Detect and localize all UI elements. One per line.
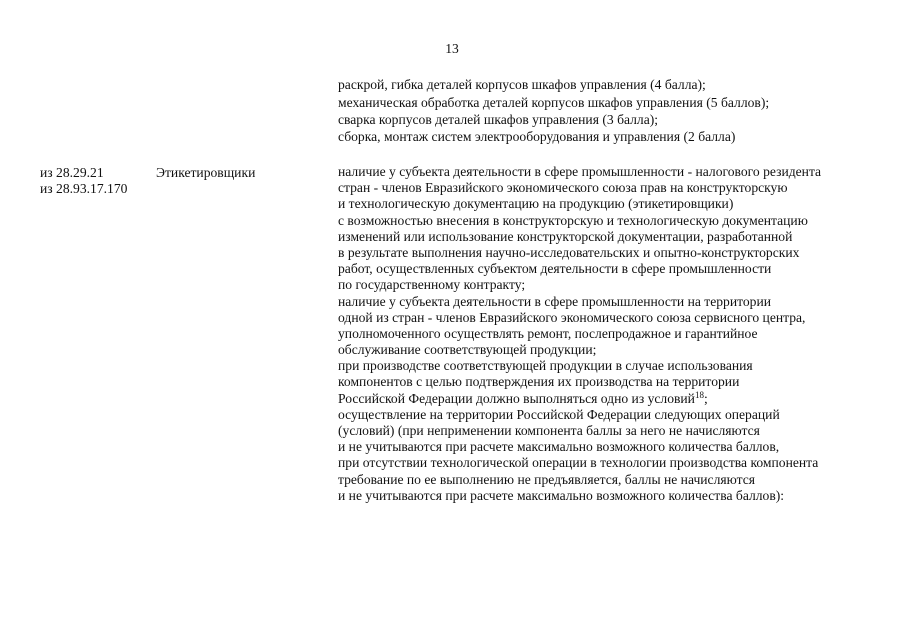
requirement-line: и не учитываются при расчете максимально возможного количества баллов, xyxy=(338,439,780,455)
requirement-line-with-footnote xyxy=(338,391,821,407)
requirement-line: одной из стран - членов Евразийского экономического союза сервисного центра, xyxy=(338,309,806,325)
continuation-line: механическая обработка деталей корпусов шкафов управления (5 баллов); xyxy=(338,95,770,110)
requirement-line: и не учитываются при расчете максимально возможного количества баллов): xyxy=(338,487,785,503)
continuation-line: сборка, монтаж систем электрооборудования и управления (2 балла) xyxy=(338,129,736,144)
requirement-line: обслуживание соответствующей продукции; xyxy=(338,342,597,358)
requirement-line: требование по ее выполнению не предъявляется, баллы не начисляются xyxy=(338,471,755,487)
footnote-ref: 18 xyxy=(694,389,704,400)
requirement-line: в результате выполнения научно-исследовательских и опытно-конструкторских xyxy=(338,244,800,260)
requirement-line: уполномоченного осуществлять ремонт, послепродажное и гарантийное xyxy=(338,325,758,341)
requirement-line: при отсутствии технологической операции в технологии производства компонента xyxy=(338,455,819,471)
page-number: 13 xyxy=(445,41,459,56)
requirement-line: изменений или использование конструкторской документации, разработанной xyxy=(338,228,793,244)
product-code: из 28.29.21 xyxy=(40,165,104,180)
requirement-line: компонентов с целью подтверждения их производства на территории xyxy=(338,374,740,390)
requirement-line: работ, осуществленных субъектом деятельности в сфере промышленности xyxy=(338,261,772,277)
requirement-line: наличие у субъекта деятельности в сфере промышленности на территории xyxy=(338,293,772,309)
continuation-line: раскрой, гибка деталей корпусов шкафов управления (4 балла); xyxy=(338,77,706,92)
requirement-line: при производстве соответствующей продукции в случае использования xyxy=(338,358,753,374)
requirement-line: с возможностью внесения в конструкторскую и технологическую документацию xyxy=(338,212,808,228)
requirements-text xyxy=(338,164,821,504)
requirement-line: (условий) (при неприменении компонента баллы за него не начисляются xyxy=(338,423,760,438)
requirement-line: осуществление на территории Российской Федерации следующих операций xyxy=(338,406,780,422)
product-name: Этикетировщики xyxy=(156,165,256,180)
footnote-trailing-punctuation: ; xyxy=(703,390,708,406)
requirement-line: Российской Федерации должно выполняться одно из условий xyxy=(338,390,695,406)
requirement-line: наличие у субъекта деятельности в сфере промышленности - налогового резидента xyxy=(338,164,822,179)
requirement-line: стран - членов Евразийского экономического союза прав на конструкторскую xyxy=(338,180,788,196)
requirement-line: и технологическую документацию на продукцию (этикетировщики) xyxy=(338,196,734,212)
continuation-line: сварка корпусов деталей шкафов управления (3 балла); xyxy=(338,112,659,127)
requirement-line: по государственному контракту; xyxy=(338,277,526,293)
product-code: из 28.93.17.170 xyxy=(40,181,128,196)
